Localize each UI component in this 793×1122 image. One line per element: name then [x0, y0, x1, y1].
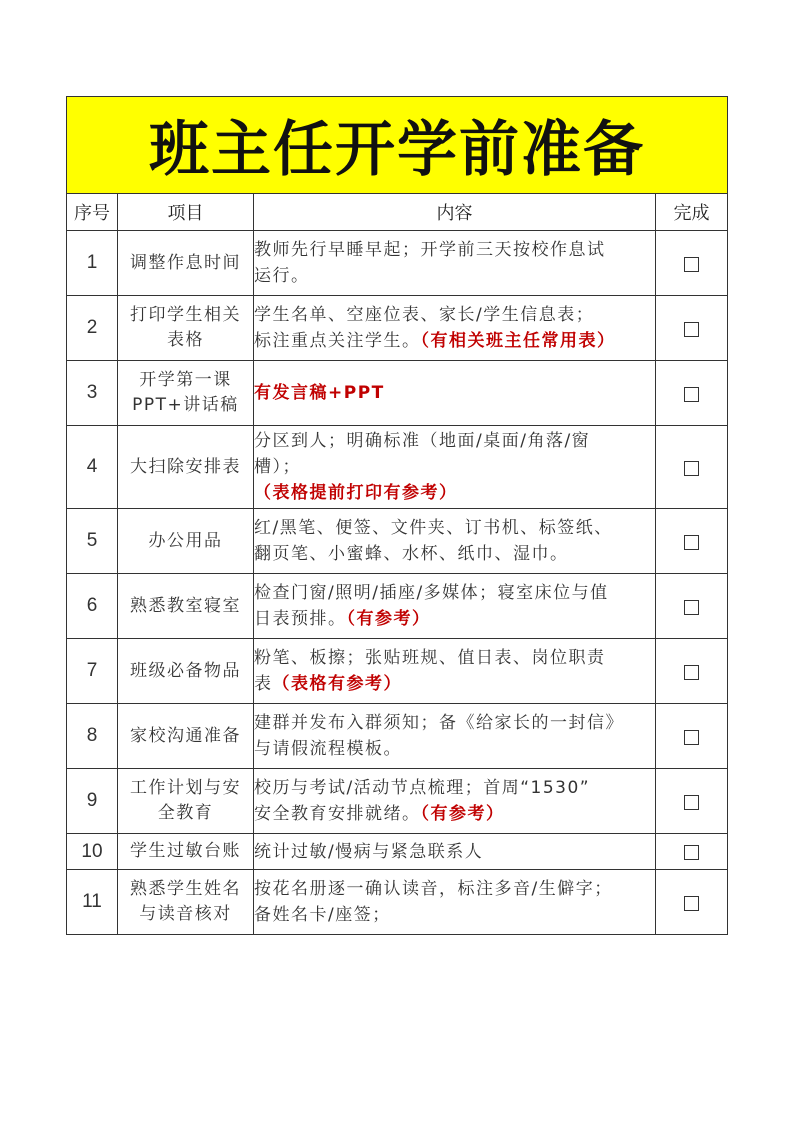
content-line: [254, 902, 655, 928]
content-text: 翻页笔、小蜜蜂、水杯、纸巾、湿巾。: [254, 544, 569, 564]
row-done: [656, 574, 728, 639]
row-number: 8: [67, 704, 118, 769]
item-line: 表格: [167, 330, 204, 350]
table-row: [67, 361, 728, 426]
content-line: [254, 454, 655, 480]
header-item: 项目: [118, 194, 254, 231]
table-row: [67, 639, 728, 704]
row-item: [118, 231, 254, 296]
content-line: [254, 580, 655, 606]
table-row: [67, 426, 728, 509]
row-item: [118, 834, 254, 870]
row-content: [254, 834, 656, 870]
content-line: [254, 328, 655, 354]
row-content: [254, 769, 656, 834]
content-text: 运行。: [254, 266, 310, 286]
row-number: 9: [67, 769, 118, 834]
row-number: 1: [67, 231, 118, 296]
reference-note: （有相关班主任常用表）: [420, 331, 616, 351]
content-text: 学生名单、空座位表、家长/学生信息表；: [254, 305, 595, 325]
row-item: [118, 870, 254, 935]
content-text: 与请假流程模板。: [254, 739, 402, 759]
reference-note: （表格有参考）: [272, 674, 402, 694]
content-line: [254, 263, 655, 289]
header-number: 序号: [67, 194, 118, 231]
item-line: 调整作息时间: [130, 252, 241, 273]
content-text: 表: [254, 674, 273, 694]
content-line: [254, 515, 655, 541]
row-item: [118, 704, 254, 769]
done-checkbox[interactable]: [684, 322, 699, 337]
reference-note: （有参考）: [420, 804, 505, 824]
header-done: 完成: [656, 194, 728, 231]
done-checkbox[interactable]: [684, 730, 699, 745]
table-row: [67, 769, 728, 834]
row-done: [656, 639, 728, 704]
row-done: [656, 704, 728, 769]
item-line: 工作计划与安: [130, 778, 241, 798]
item-line: 办公用品: [148, 530, 223, 551]
content-text: 红/黑笔、便签、文件夹、订书机、标签纸、: [254, 518, 613, 538]
item-line: 与读音核对: [139, 904, 232, 924]
row-item: [118, 426, 254, 509]
row-content: [254, 231, 656, 296]
content-line: [254, 302, 655, 328]
content-text: 粉笔、板擦；张贴班规、值日表、岗位职责: [254, 648, 606, 668]
row-item: [118, 639, 254, 704]
row-done: [656, 769, 728, 834]
item-line: 熟悉学生姓名: [130, 879, 241, 899]
row-done: [656, 426, 728, 509]
table-row: [67, 509, 728, 574]
done-checkbox[interactable]: [684, 461, 699, 476]
item-line: 学生过敏台账: [130, 841, 241, 861]
table-row: [67, 834, 728, 870]
item-line: 家校沟通准备: [130, 725, 241, 746]
content-line: [254, 775, 655, 801]
content-text: 教师先行早睡早起；开学前三天按校作息试: [254, 240, 606, 260]
item-line: PPT+讲话稿: [132, 395, 239, 415]
content-line: [254, 480, 655, 506]
row-content: [254, 704, 656, 769]
row-done: [656, 231, 728, 296]
header-row: [67, 194, 728, 231]
content-line: [254, 428, 655, 454]
done-checkbox[interactable]: [684, 845, 699, 860]
content-line: [254, 801, 655, 827]
row-number: 7: [67, 639, 118, 704]
table-row: [67, 231, 728, 296]
row-content: [254, 426, 656, 509]
row-done: [656, 361, 728, 426]
content-text: 安全教育安排就绪。: [254, 804, 421, 824]
title-row: [67, 97, 728, 194]
content-text: 建群并发布入群须知；备《给家长的一封信》: [254, 713, 624, 733]
content-line: [254, 736, 655, 762]
item-line: 开学第一课: [139, 370, 232, 390]
row-done: [656, 509, 728, 574]
done-checkbox[interactable]: [684, 896, 699, 911]
reference-note: 有发言稿+PPT: [254, 383, 385, 403]
content-line: [254, 237, 655, 263]
done-checkbox[interactable]: [684, 665, 699, 680]
row-number: 4: [67, 426, 118, 509]
row-item: [118, 509, 254, 574]
row-number: 11: [67, 870, 118, 935]
content-line: [254, 671, 655, 697]
content-text: 校历与考试/活动节点梳理；首周“1530”: [254, 778, 591, 798]
done-checkbox[interactable]: [684, 795, 699, 810]
row-content: [254, 639, 656, 704]
item-line: 打印学生相关: [130, 305, 241, 325]
done-checkbox[interactable]: [684, 387, 699, 402]
row-item: [118, 574, 254, 639]
table-row: [67, 704, 728, 769]
row-content: [254, 361, 656, 426]
row-content: [254, 509, 656, 574]
content-text: 标注重点关注学生。: [254, 331, 421, 351]
content-text: 统计过敏/慢病与紧急联系人: [254, 841, 484, 862]
reference-note: （有参考）: [346, 609, 431, 629]
row-item: [118, 769, 254, 834]
checklist-table: [66, 96, 728, 935]
content-line: [254, 541, 655, 567]
item-line: 大扫除安排表: [130, 456, 241, 477]
item-line: 熟悉教室寝室: [130, 595, 241, 616]
row-item: [118, 296, 254, 361]
row-number: 10: [67, 834, 118, 870]
row-number: 2: [67, 296, 118, 361]
table-row: [67, 870, 728, 935]
row-content: [254, 574, 656, 639]
content-text: 检查门窗/照明/插座/多媒体；寝室床位与值: [254, 583, 609, 603]
item-line: 班级必备物品: [130, 660, 241, 681]
done-checkbox[interactable]: [684, 535, 699, 550]
reference-note: （表格提前打印有参考）: [254, 483, 458, 503]
row-done: [656, 834, 728, 870]
header-content: 内容: [254, 194, 656, 231]
row-number: 5: [67, 509, 118, 574]
content-line: [254, 710, 655, 736]
row-content: [254, 296, 656, 361]
content-text: 按花名册逐一确认读音，标注多音/生僻字；: [254, 879, 613, 899]
done-checkbox[interactable]: [684, 600, 699, 615]
row-item: [118, 361, 254, 426]
content-line: [254, 839, 655, 865]
content-line: [254, 380, 655, 406]
table-row: [67, 296, 728, 361]
content-line: [254, 645, 655, 671]
content-text: 备姓名卡/座签；: [254, 905, 391, 925]
row-done: [656, 870, 728, 935]
item-line: 全教育: [157, 803, 214, 823]
content-line: [254, 606, 655, 632]
row-number: 6: [67, 574, 118, 639]
content-text: 分区到人；明确标准（地面/桌面/角落/窗: [254, 431, 591, 451]
row-number: 3: [67, 361, 118, 426]
row-content: [254, 870, 656, 935]
content-line: [254, 876, 655, 902]
table-row: [67, 574, 728, 639]
content-text: 日表预排。: [254, 609, 347, 629]
content-text: 槽）；: [254, 457, 301, 477]
done-checkbox[interactable]: [684, 257, 699, 272]
row-done: [656, 296, 728, 361]
page-title: 班主任开学前准备: [67, 97, 728, 194]
